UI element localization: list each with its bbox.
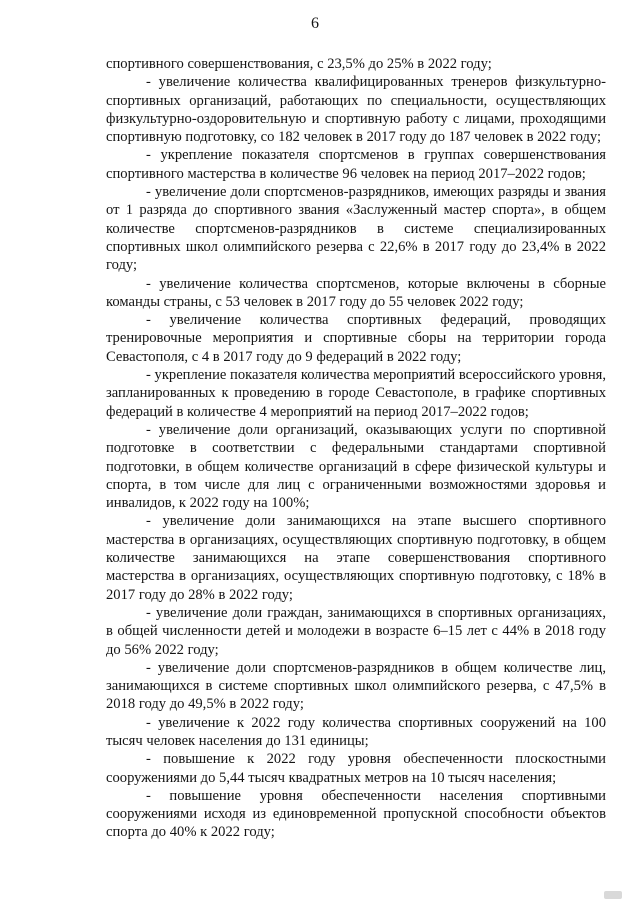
list-item-sports-federations: - увеличение количества спортивных федераций, проводящих тренировочные мероприятия и спортивные сборы на территории города Севастополя, с 4 в 2017 году до 9 федераций в 2022 году;	[106, 312, 606, 365]
scan-corner-mark	[604, 891, 622, 899]
list-item-sports-facilities: - увеличение к 2022 году количества спортивных сооружений на 100 тысяч человек населения до 131 единицы;	[106, 714, 606, 749]
paragraph-continuation: спортивного совершенствования, с 23,5% до 25% в 2022 году;	[106, 56, 492, 72]
list-item-facility-capacity: - повышение уровня обеспеченности населения спортивными сооружениями исходя из единовременной пропускной способности объектов спорта до 40% к 2022 году;	[106, 787, 606, 841]
list-item-ranked-athletes-share: - увеличение доли спортсменов-разрядников, имеющих разряды и звания от 1 разряда до спортивного звания «Заслуженный мастер спорта», в общем количестве спортсменов-разрядников в системе специализированных спортивных школ олимпийского резерва с 22,6% в 2017 году до 23,4% в 2022 году;	[106, 184, 606, 274]
list-item-olympic-reserve-schools: - увеличение доли спортсменов-разрядников в общем количестве лиц, занимающихся в системе спортивных школ олимпийского резерва, с 47,5% в 2018 году до 49,5% в 2022 году;	[106, 659, 606, 713]
page-number: 6	[311, 15, 319, 32]
list-item-highest-mastery-share: - увеличение доли занимающихся на этапе высшего спортивного мастерства в организациях, осуществляющих спортивную подготовку, в общем количестве занимающихся на этапе совершенствования спортивного мастерства в организациях, осуществляющих спортивную подготовку, с 18% в 2017 году до 28% в 2022 году;	[106, 513, 606, 603]
list-item-qualified-coaches: - увеличение количества квалифицированных тренеров физкультурно-спортивных организаций, работающих по специальности, осуществляющих физкультурно-оздоровительную и спортивную работу с лицами, проходящими спортивную подготовку, со 182 человек в 2017 году до 187 человек в 2022 году;	[106, 74, 606, 146]
list-item-national-team-athletes: - увеличение количества спортсменов, которые включены в сборные команды страны, с 53 человек в 2017 году до 55 человек 2022 году;	[106, 275, 606, 310]
document-body	[106, 55, 606, 842]
list-item-organizations-standards: - увеличение доли организаций, оказывающих услуги по спортивной подготовке в соответствии с федеральными стандартами спортивной подготовки, в общем количестве организаций в сфере физической культуры и спорта, в том числе для лиц с ограниченными возможностями здоровья и инвалидов, к 2022 году на 100%;	[106, 421, 606, 512]
list-item-flat-facilities: - повышение к 2022 году уровня обеспеченности плоскостными сооружениями до 5,44 тысяч квадратных метров на 10 тысяч населения;	[106, 751, 606, 786]
list-item-improvement-groups: - укрепление показателя спортсменов в группах совершенствования спортивного мастерства в количестве 96 человек на период 2017–2022 годов;	[106, 147, 606, 182]
list-item-youth-participation: - увеличение доли граждан, занимающихся в спортивных организациях, в общей численности детей и молодежи в возрасте 6–15 лет с 44% в 2018 году до 56% 2022 году;	[106, 604, 606, 658]
list-item-all-russian-events: - укрепление показателя количества мероприятий всероссийского уровня, запланированных к проведению в городе Севастополе, в графике спортивных федераций в количестве 4 мероприятий на период 2017–2022 годов;	[106, 367, 606, 420]
